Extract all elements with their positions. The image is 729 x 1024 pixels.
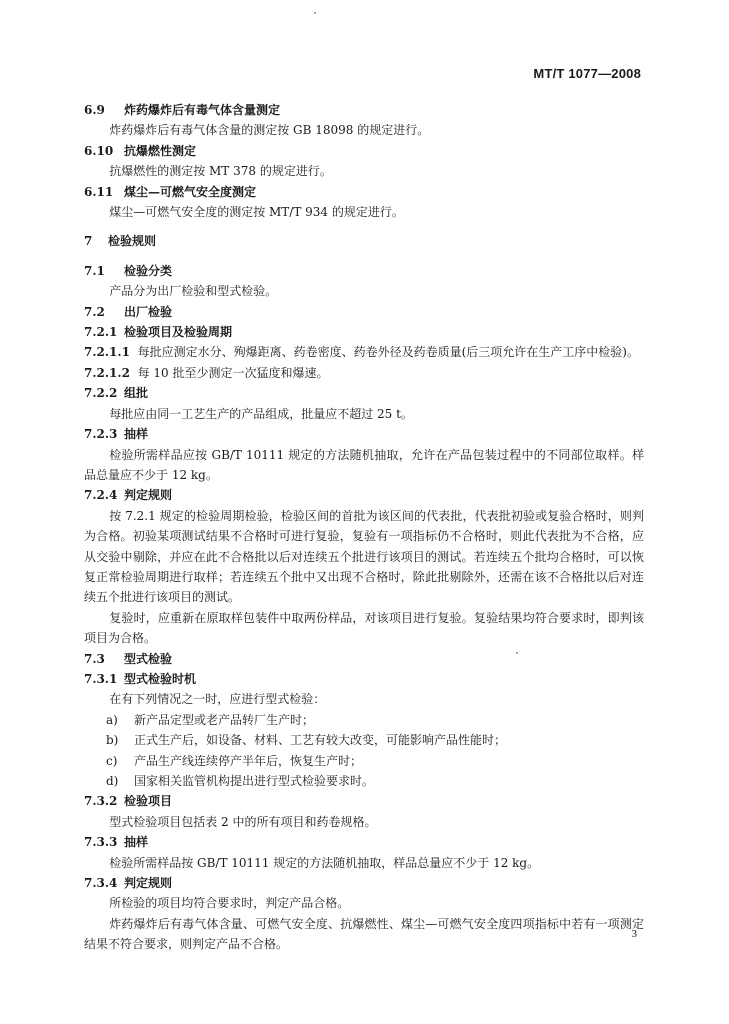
section-heading [84, 832, 644, 852]
list-item [84, 710, 644, 730]
paragraph-text: 每 10 批至少测定一次猛度和爆速。 [137, 365, 329, 380]
section-title: 型式检验 [124, 651, 173, 666]
paragraph: 产品分为出厂检验和型式检验。 [109, 284, 278, 299]
section-number: 7.2.2 [84, 386, 118, 401]
paragraph: 炸药爆炸后有毒气体含量、可燃气安全度、抗爆燃性、煤尘—可燃气安全度四项指标中若有一项测定结果不符合要求，则判定产品不合格。 [84, 916, 644, 952]
list-item-label: b) [106, 733, 119, 748]
section-heading [84, 649, 644, 669]
section-heading [84, 669, 644, 689]
scan-speck [314, 12, 316, 14]
list-item-label: c) [106, 753, 118, 768]
section-number: 7.3.4 [84, 876, 118, 891]
paragraph: 每批应由同一工艺生产的产品组成，批量应不超过 25 t。 [109, 406, 413, 421]
section-title: 炸药爆炸后有毒气体含量测定 [124, 103, 281, 117]
section-number: 7.2 [84, 304, 105, 319]
list-item-text: 国家相关监管机构提出进行型式检验要求时。 [134, 774, 375, 788]
section-heading [84, 141, 644, 161]
numbered-paragraph [84, 363, 644, 383]
section-heading [84, 182, 644, 202]
paragraph: 炸药爆炸后有毒气体含量的测定按 GB 18098 的规定进行。 [109, 123, 430, 138]
section-number: 7.3 [84, 651, 105, 666]
paragraph: 所检验的项目均符合要求时，判定产品合格。 [109, 896, 350, 911]
section-number: 6.11 [84, 184, 114, 199]
section-number: 6.9 [84, 103, 105, 117]
section-heading [84, 383, 644, 403]
section-number: 7.3.1 [84, 671, 118, 686]
paragraph-text: 每批应测定水分、殉爆距离、药卷密度、药卷外径及药卷质量(后三项允许在生产工序中检验)。 [137, 345, 639, 360]
paragraph: 按 7.2.1 规定的检验周期检验，检验区间的首批为该区间的代表批，代表批初验或复验合格时，则判为合格。初验某项测试结果不合格时可进行复验，复验有一项指标仍不合格时，则此代表批为不合格，应从交验中剔除，并应在此不合格批以后对连续五个批进行该项目的测试。若连续五个批均合格时，可以恢复正常检验周期进行取样；若连续五个批中又出现不合格时，除此批剔除外，还需在该不合格批以后对连续五个批进行该项目的测试。 [84, 508, 644, 605]
list-item [84, 751, 644, 771]
section-number: 7 [84, 234, 93, 249]
section-heading [84, 485, 644, 505]
section-heading [84, 424, 644, 444]
page-number: 3 [631, 928, 637, 940]
list-item-text: 产品生产线连续停产半年后，恢复生产时； [134, 753, 363, 768]
section-number: 7.2.1 [84, 325, 118, 340]
section-heading [84, 791, 644, 811]
section-title: 检验项目 [124, 794, 173, 809]
numbered-paragraph [84, 342, 644, 362]
list-item-text: 正式生产后，如设备、材料、工艺有较大改变，可能影响产品性能时； [134, 733, 507, 748]
document-body [84, 100, 644, 955]
list-item-label: a) [106, 712, 118, 727]
section-title: 判定规则 [124, 876, 173, 891]
section-title: 出厂检验 [124, 304, 173, 319]
section-title: 抽样 [124, 835, 149, 850]
section-title: 抽样 [124, 427, 149, 442]
section-number: 7.3.3 [84, 835, 118, 850]
section-heading [84, 322, 644, 342]
section-number: 7.2.3 [84, 427, 118, 442]
section-title: 煤尘—可燃气安全度测定 [124, 184, 257, 199]
section-title: 型式检验时机 [124, 671, 197, 686]
paragraph: 型式检验项目包括表 2 中的所有项目和药卷规格。 [109, 814, 377, 829]
document-id-header: MT/T 1077—2008 [533, 66, 641, 81]
list-item-label: d) [106, 774, 119, 788]
paragraph: 检验所需样品应按 GB/T 10111 规定的方法随机抽取，允许在产品包装过程中的不同部位取样。样品总量应不少于 12 kg。 [84, 447, 644, 482]
section-title: 检验规则 [108, 234, 157, 249]
paragraph: 复验时，应重新在原取样包装件中取两份样品，对该项目进行复验。复验结果均符合要求时，即判该项目为合格。 [84, 610, 644, 646]
section-number: 7.1 [84, 263, 105, 278]
section-title: 检验项目及检验周期 [124, 325, 233, 340]
list-item-text: 新产品定型或老产品转厂生产时； [134, 712, 315, 727]
paragraph: 煤尘—可燃气安全度的测定按 MT/T 934 的规定进行。 [109, 205, 404, 220]
section-title: 检验分类 [124, 263, 173, 278]
section-heading [84, 873, 644, 893]
section-title: 抗爆燃性测定 [124, 143, 197, 158]
section-number: 6.10 [84, 143, 114, 158]
section-title: 判定规则 [124, 488, 173, 503]
chapter-heading [84, 231, 644, 251]
paragraph: 检验所需样品按 GB/T 10111 规定的方法随机抽取，样品总量应不少于 12 kg。 [109, 855, 540, 870]
paragraph: 在有下列情况之一时，应进行型式检验： [109, 692, 326, 707]
list-item [84, 730, 644, 750]
section-heading [84, 302, 644, 322]
section-number: 7.2.1.2 [84, 365, 130, 380]
section-heading [84, 100, 644, 120]
list-item [84, 771, 644, 791]
section-number: 7.2.1.1 [84, 345, 130, 360]
paragraph: 抗爆燃性的测定按 MT 378 的规定进行。 [109, 164, 332, 179]
section-number: 7.2.4 [84, 488, 118, 503]
section-heading [84, 261, 644, 281]
section-number: 7.3.2 [84, 794, 118, 809]
section-title: 组批 [124, 386, 149, 401]
